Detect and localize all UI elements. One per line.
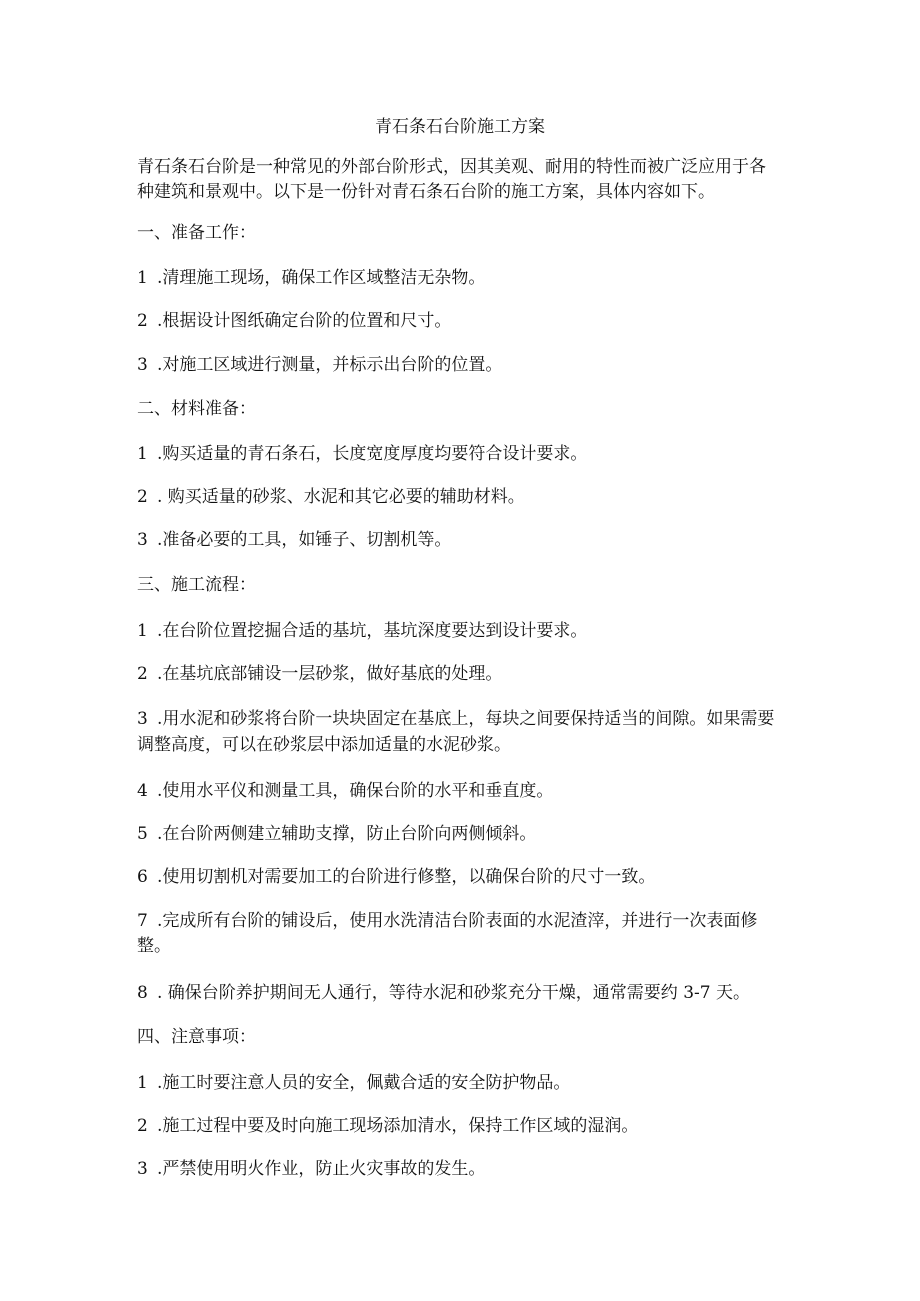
list-item-number: 3 bbox=[137, 530, 148, 550]
list-item-number: 2 bbox=[137, 1116, 148, 1136]
list-item-text: . 确保台阶养护期间无人通行，等待水泥和砂浆充分干燥，通常需要约 3-7 天。 bbox=[157, 983, 750, 1003]
list-item-text: .购买适量的青石条石，长度宽度厚度均要符合设计要求。 bbox=[157, 444, 588, 464]
list-item-text: . 购买适量的砂浆、水泥和其它必要的辅助材料。 bbox=[157, 487, 525, 507]
list-item bbox=[137, 309, 787, 334]
list-item bbox=[137, 1114, 787, 1139]
list-item-text: .在台阶位置挖掘合适的基坑，基坑深度要达到设计要求。 bbox=[157, 621, 588, 641]
list-item bbox=[137, 442, 787, 467]
list-item-text: .严禁使用明火作业，防止火灾事故的发生。 bbox=[157, 1159, 486, 1179]
list-item-number: 2 bbox=[137, 664, 148, 684]
document-title: 青石条石台阶施工方案 bbox=[375, 117, 545, 137]
list-item-number: 1 bbox=[137, 1073, 148, 1093]
list-item-number: 3 bbox=[137, 355, 148, 375]
list-item-text: .准备必要的工具，如锤子、切割机等。 bbox=[157, 530, 452, 550]
list-item-number: 2 bbox=[137, 311, 148, 331]
section-heading-process: 三、施工流程： bbox=[137, 575, 256, 595]
list-item bbox=[137, 909, 787, 934]
list-item bbox=[137, 707, 787, 732]
intro-paragraph-line-1: 青石条石台阶是一种常见的外部台阶形式，因其美观、耐用的特性而被广泛应用于各 bbox=[137, 157, 766, 177]
list-item-text: .对施工区域进行测量，并标示出台阶的位置。 bbox=[157, 355, 503, 375]
list-item bbox=[137, 353, 787, 378]
list-item-text: .根据设计图纸确定台阶的位置和尺寸。 bbox=[157, 311, 452, 331]
list-item bbox=[137, 981, 787, 1006]
list-item bbox=[137, 1071, 787, 1096]
list-item-number: 3 bbox=[137, 1159, 148, 1179]
list-item bbox=[137, 528, 787, 553]
list-item-continuation: 调整高度，可以在砂浆层中添加适量的水泥砂浆。 bbox=[137, 735, 511, 755]
list-item bbox=[137, 865, 787, 890]
list-item bbox=[137, 266, 787, 291]
list-item-number: 7 bbox=[137, 911, 148, 931]
intro-paragraph-line-2: 种建筑和景观中。以下是一份针对青石条石台阶的施工方案，具体内容如下。 bbox=[137, 182, 715, 202]
list-item-continuation: 整。 bbox=[137, 936, 171, 956]
list-item bbox=[137, 485, 787, 510]
list-item-text: .用水泥和砂浆将台阶一块块固定在基底上，每块之间要保持适当的间隙。如果需要 bbox=[157, 709, 775, 729]
list-item-number: 1 bbox=[137, 444, 148, 464]
list-item-text: .在台阶两侧建立辅助支撑，防止台阶向两侧倾斜。 bbox=[157, 824, 537, 844]
section-heading-materials: 二、材料准备： bbox=[137, 399, 256, 419]
list-item-number: 6 bbox=[137, 867, 148, 887]
list-item bbox=[137, 662, 787, 687]
list-item-text: .施工时要注意人员的安全，佩戴合适的安全防护物品。 bbox=[157, 1073, 571, 1093]
list-item-number: 1 bbox=[137, 268, 148, 288]
list-item-number: 2 bbox=[137, 487, 148, 507]
list-item bbox=[137, 779, 787, 804]
list-item-text: .完成所有台阶的铺设后，使用水洗清洁台阶表面的水泥渣滓，并进行一次表面修 bbox=[157, 911, 758, 931]
list-item bbox=[137, 1157, 787, 1182]
list-item-number: 5 bbox=[137, 824, 148, 844]
list-item-text: .施工过程中要及时向施工现场添加清水，保持工作区域的湿润。 bbox=[157, 1116, 639, 1136]
list-item-number: 4 bbox=[137, 781, 148, 801]
list-item bbox=[137, 822, 787, 847]
section-heading-precautions: 四、注意事项： bbox=[137, 1027, 256, 1047]
list-item-number: 1 bbox=[137, 621, 148, 641]
list-item-text: .使用切割机对需要加工的台阶进行修整，以确保台阶的尺寸一致。 bbox=[157, 867, 656, 887]
list-item-text: .清理施工现场，确保工作区域整洁无杂物。 bbox=[157, 268, 486, 288]
list-item-text: .使用水平仪和测量工具，确保台阶的水平和垂直度。 bbox=[157, 781, 554, 801]
list-item-text: .在基坑底部铺设一层砂浆，做好基底的处理。 bbox=[157, 664, 503, 684]
section-heading-preparation: 一、准备工作： bbox=[137, 223, 256, 243]
list-item bbox=[137, 619, 787, 644]
list-item-number: 8 bbox=[137, 983, 148, 1003]
list-item-number: 3 bbox=[137, 709, 148, 729]
